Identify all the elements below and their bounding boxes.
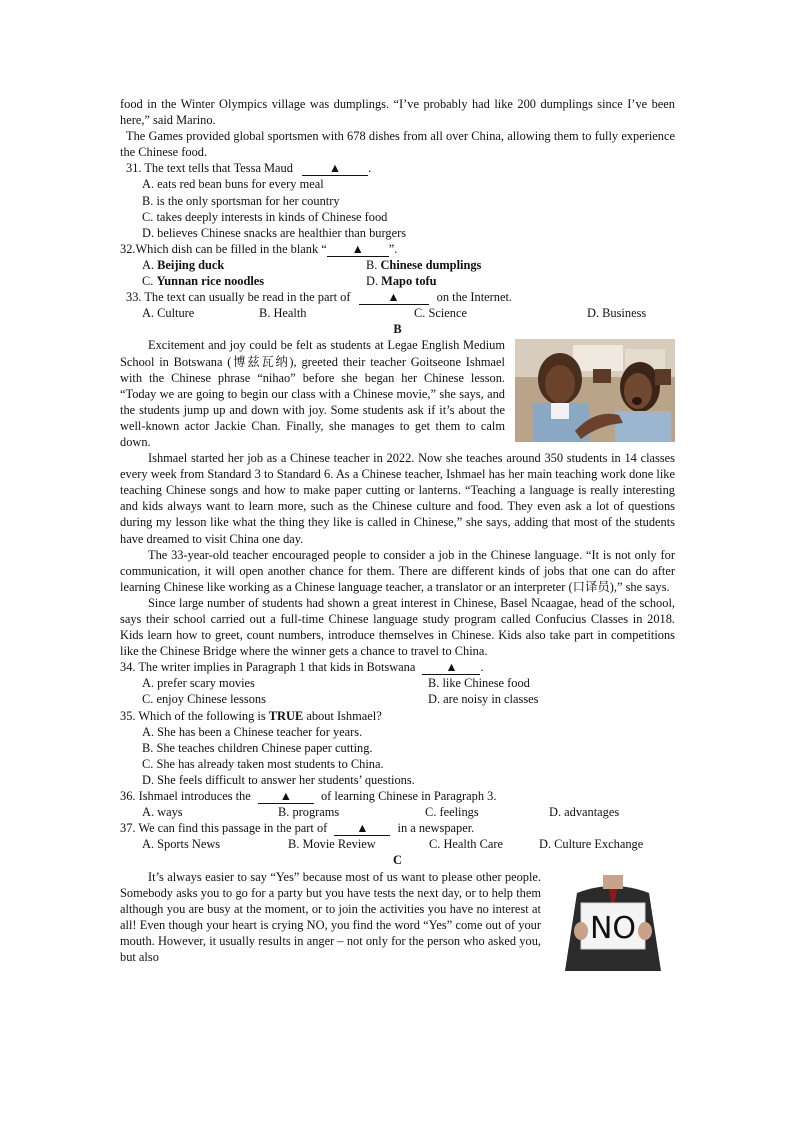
option-36-d: D. advantages <box>549 805 620 820</box>
no-sign-photo <box>551 875 675 975</box>
options-37 <box>120 836 675 852</box>
options-36 <box>120 804 675 820</box>
option-37-b: B. Movie Review <box>288 837 376 852</box>
options-32-ab <box>120 257 675 273</box>
option-37-a: A. Sports News <box>142 837 221 852</box>
document-page <box>120 96 675 977</box>
option-36-a: A. ways <box>142 805 183 820</box>
option-31-c: C. takes deeply interests in kinds of Chinese food <box>142 209 388 224</box>
option-34-b: B. like Chinese food <box>428 676 530 691</box>
option-32-d: D. Mapo tofu <box>366 274 437 289</box>
options-32-cd <box>120 273 675 289</box>
option-31-b: B. is the only sportsman for her country <box>142 193 340 208</box>
option-33-d: D. Business <box>587 306 647 321</box>
option-35-a: A. She has been a Chinese teacher for years. <box>142 724 363 739</box>
answer-blank: ▲ <box>327 243 389 257</box>
options-34-ab <box>120 675 675 691</box>
classroom-photo <box>515 339 675 446</box>
option-32-b: B. Chinese dumplings <box>366 257 482 272</box>
option-32-c: C. Yunnan rice noodles <box>142 274 265 289</box>
option-34-a: A. prefer scary movies <box>142 676 255 691</box>
options-33 <box>120 305 675 321</box>
option-32-a: A. Beijing duck <box>142 257 225 272</box>
passage-c-paragraph-1: It’s always easier to say “Yes” because most of us want to please other people. Somebody asks you to go for a party but you have tests the next day, or to help them although you are busy at the moment, or to join the activities you have no interest at all! Even though your heart is crying NO, you find the word “Yes” come out of your mouth. However, it usually results in anger – not only for the person who asked you, but also <box>120 869 541 964</box>
question-33: 33. The text can usually be read in the part of ▲ on the Internet. <box>126 290 513 305</box>
answer-blank: ▲ <box>302 162 368 176</box>
answer-blank: ▲ <box>334 822 390 836</box>
answer-blank: ▲ <box>258 790 314 804</box>
option-35-c: C. She has already taken most students to China. <box>142 756 384 771</box>
passage-b-paragraph-2: Ishmael started her job as a Chinese teacher in 2022. Now she teaches around 350 students in 14 classes every week from Standard 3 to Standard 6. As a Chinese teacher, Ishmael has her main teaching work done like teaching Chinese songs and how to make paper cutting or lanterns. “Teaching a language is really interesting and kids always want to learn more, such as the Chinese culture and food. They even ask a lot of questions during my lesson like what the thing they like is called in Chinese,” she says, adding that most of the students have dreamed to visit China one day. <box>120 451 675 546</box>
question-35: 35. Which of the following is TRUE about Ishmael? <box>120 708 382 723</box>
options-34-cd <box>120 691 675 707</box>
question-31: 31. The text tells that Tessa Maud ▲ . <box>126 161 372 176</box>
question-32: 32.Which dish can be filled in the blank “ ▲ ”. <box>120 241 398 256</box>
intro-paragraph-1: food in the Winter Olympics village was dumplings. “I’ve probably had like 200 dumplings since I’ve been here,” said Marino. <box>120 97 675 128</box>
section-b-heading: B <box>393 322 402 337</box>
sign-text: NO <box>589 910 637 946</box>
option-34-d: D. are noisy in classes <box>428 692 539 707</box>
question-37: 37. We can find this passage in the part of ▲ in a newspaper. <box>120 821 475 836</box>
option-37-d: D. Culture Exchange <box>539 837 644 852</box>
option-34-c: C. enjoy Chinese lessons <box>142 692 266 707</box>
passage-b-paragraph-3: The 33-year-old teacher encouraged people to consider a job in the Chinese language. “It is not only for communication, it will open another chance for them. There are different kinds of jobs that one can do after learning Chinese like working as a Chinese language teacher, a translator or an interpreter (口译员),” she says. <box>120 547 675 594</box>
option-31-a: A. eats red bean buns for every meal <box>142 177 324 192</box>
question-36: 36. Ishmael introduces the ▲ of learning Chinese in Paragraph 3. <box>120 789 497 804</box>
passage-b-paragraph-1: Excitement and joy could be felt as students at Legae English Medium School in Botswana (博兹瓦纳), greeted their teacher Goitseone Ishmael with the Chinese phrase “nihao” before she began her Chinese lesson. “Today we are going to begin our class with a Chinese movie,” she says, and the students jump up and down with joy. Some students ask if it’s about the well-known actor Jackie Chan. Finally, she manages to get them to calm down. <box>120 338 505 449</box>
answer-blank: ▲ <box>422 661 480 675</box>
option-33-a: A. Culture <box>142 306 195 321</box>
option-35-b: B. She teaches children Chinese paper cutting. <box>142 740 373 755</box>
question-34: 34. The writer implies in Paragraph 1 that kids in Botswana ▲ . <box>120 660 484 675</box>
option-33-b: B. Health <box>259 306 307 321</box>
option-31-d: D. believes Chinese snacks are healthier than burgers <box>142 225 407 240</box>
passage-b-paragraph-4: Since large number of students had shown a great interest in Chinese, Basel Ncaagae, head of the school, says their school carried out a full-time Chinese language study program called Confucius Classes in 2018. Kids learn how to greet, count numbers, introduce themselves in Chinese. Kids also take part in competitions like the Chinese Bridge where the winner gets a chance to travel to China. <box>120 595 675 659</box>
answer-blank: ▲ <box>359 291 429 305</box>
option-36-b: B. programs <box>278 805 340 820</box>
option-35-d: D. She feels difficult to answer her students’ questions. <box>142 772 415 787</box>
intro-paragraph-2: The Games provided global sportsmen with 678 dishes from all over China, allowing them to fully experience the Chinese food. <box>120 129 675 160</box>
option-33-c: C. Science <box>414 306 467 321</box>
section-c-heading: C <box>393 853 402 868</box>
option-36-c: C. feelings <box>425 805 479 820</box>
option-37-c: C. Health Care <box>429 837 503 852</box>
